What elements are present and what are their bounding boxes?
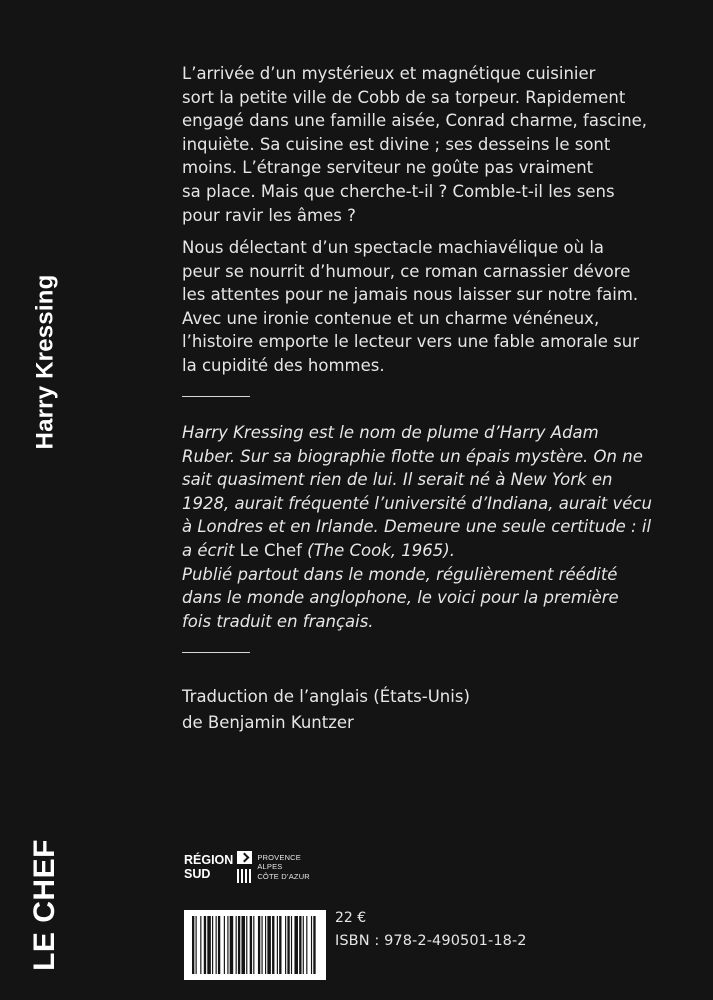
barcode-bar [311,916,312,974]
barcode-bar [267,916,271,974]
region-sub-line: ALPES [257,862,283,872]
summary-paragraph-1 [182,62,682,227]
region-word-2: SUD [184,867,211,881]
barcode-bar [250,916,252,974]
text-line: pour ravir les âmes ? [182,205,356,225]
translation-line-2: de Benjamin Kuntzer [182,712,354,732]
region-logo-words [184,853,233,881]
text-line: sa place. Mais que cherche-t-il ? Comble-t-il les sens [182,181,615,201]
translation-line-1: Traduction de l’anglais (États-Unis) [182,687,470,706]
text-line: à Londres et en Irlande. Demeure une seule certitude : il [182,517,652,537]
barcode-bar [258,916,260,974]
barcode-bar [287,916,289,974]
text-line: engagé dans une famille aisée, Conrad charme, fascine, [182,111,648,131]
text-line: Avec une ironie contenue et un charme vénéneux, [182,308,600,328]
barcode-bar [261,916,262,974]
text-line: les attentes pour ne jamais nous laisser sur notre faim. [182,285,639,305]
barcode-bar [200,916,201,974]
text-line: sort la petite ville de Cobb de sa torpeur. Rapidement [182,87,626,107]
barcode-bar [204,916,206,974]
barcode-bar [285,916,286,974]
barcode-bar [294,916,298,974]
barcode-bar [238,916,240,974]
barcode-bar [246,916,247,974]
text-line: moins. L’étrange serviteur ne goûte pas vraiment [182,158,594,178]
barcode-bar [212,916,213,974]
translation-credit [182,684,682,735]
barcode-bar [216,916,217,974]
isbn: ISBN : 978-2-490501-18-2 [335,933,527,949]
text-line: fois traduit en français. [182,611,374,631]
text-line: sait quasiment rien de lui. Il serait né à New York en [182,470,613,490]
barcode-bar [236,916,237,974]
barcode-bar [241,916,245,974]
spine-title [14,830,76,980]
barcode-bar [192,916,194,974]
barcode [184,910,326,980]
text-line: Publié partout dans le monde, régulièrement réédité [182,564,618,584]
region-sub-line: CÔTE D’AZUR [257,871,310,881]
wrote-prefix: a écrit [182,540,240,560]
barcode-bar [253,916,254,974]
barcode-bar [196,916,197,974]
text-line-wrote [182,539,682,563]
barcode-bar [313,916,315,974]
region-sud-logo [184,850,310,884]
text-line: L’arrivée d’un mystérieux et magnétique cuisinier [182,64,596,83]
barcode-bar [272,916,274,974]
text-line: dans le monde anglophone, le voici pour la première [182,588,619,608]
barcode-bar [218,916,220,974]
barcode-bar [299,916,301,974]
region-word-1: RÉGION [184,853,234,867]
text-line: Harry Kressing est le nom de plume d’Harry Adam [182,423,599,442]
wrote-suffix: (The Cook, 1965). [301,540,455,560]
text-line: 1928, aurait fréquenté l’université d’Indiana, aurait vécu [182,493,652,513]
barcode-bar [303,916,304,974]
text-line: la cupidité des hommes. [182,355,385,375]
spine-author [16,244,74,480]
book-title: LE CHEF [28,839,61,971]
price: 22 € [335,910,367,926]
barcode-bar [291,916,292,974]
region-sub-line: PROVENCE [257,852,302,862]
barcode-bar [306,916,307,974]
summary-paragraph-2 [182,236,682,378]
barcode-bar [224,916,225,974]
text-line: l’histoire emporte le lecteur vers une fable amorale sur [182,332,639,352]
text-line: inquiète. Sa cuisine est divine ; ses desseins le sont [182,134,611,154]
wrote-title: Le Chef [239,540,302,560]
barcode-bar [230,916,234,974]
author-biography [182,421,682,633]
barcode-bar [277,916,278,974]
barcode-bar [279,916,281,974]
text-line: Ruber. Sur sa biographie flotte un épais mystère. On ne [182,446,643,466]
barcode-bars-icon [192,916,318,974]
barcode-bar [265,916,266,974]
barcode-bar [207,916,211,974]
author-name: Harry Kressing [31,274,59,450]
divider-rule [182,652,250,653]
text-line: Nous délectant d’un spectacle machiavélique où la [182,238,605,257]
region-emblem-icon [237,851,252,883]
divider-rule [182,396,250,397]
region-logo-subtitle [257,853,310,882]
barcode-bar [227,916,228,974]
text-line: peur se nourrit d’humour, ce roman carnassier dévore [182,261,631,281]
